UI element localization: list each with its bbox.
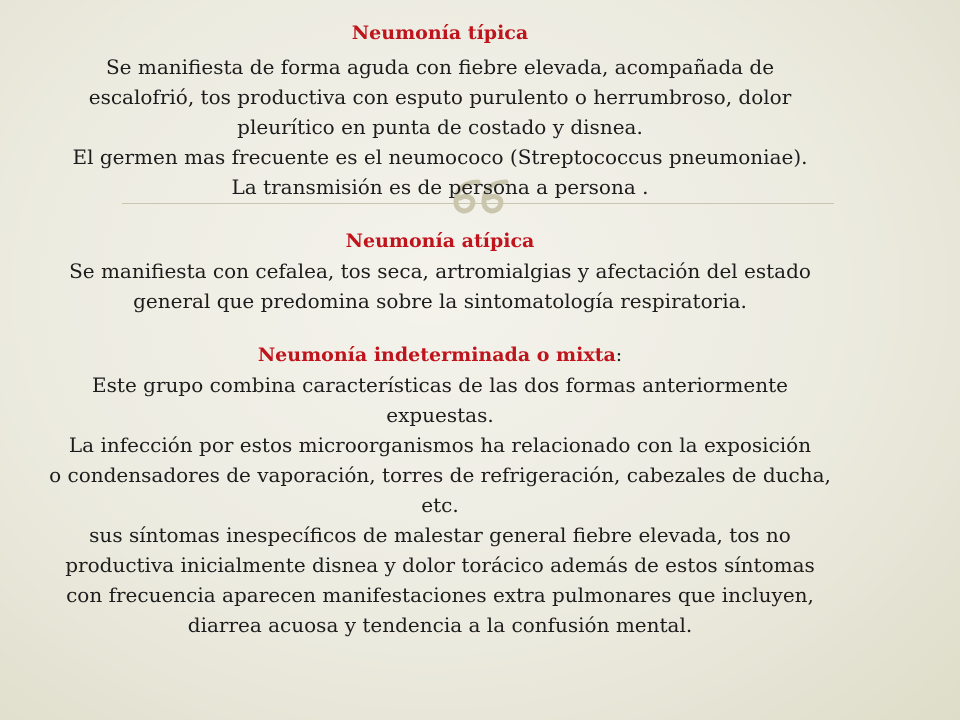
mixed-title-colon: :: [615, 344, 623, 366]
mixed-line-5: etc.: [421, 493, 459, 517]
mixed-line-4: o condensadores de vaporación, torres de refrigeración, cabezales de ducha,: [49, 463, 831, 487]
mixed-line-2: expuestas.: [386, 403, 494, 427]
atypical-pneumonia-title: Neumonía atípica: [345, 230, 535, 252]
typical-pneumonia-title: Neumonía típica: [351, 22, 529, 44]
mixed-pneumonia-section: [0, 340, 880, 640]
mixed-line-7: productiva inicialmente disnea y dolor torácico además de estos síntomas: [65, 553, 815, 577]
mixed-line-8: con frecuencia aparecen manifestaciones extra pulmonares que incluyen,: [66, 583, 814, 607]
mixed-line-9: diarrea acuosa y tendencia a la confusión mental.: [187, 613, 693, 637]
mixed-line-1: Este grupo combina características de las dos formas anteriormente: [92, 373, 788, 397]
mixed-title-row: [0, 340, 880, 370]
typical-line-5: La transmisión es de persona a persona .: [231, 175, 649, 199]
typical-pneumonia-section: [0, 22, 880, 202]
mixed-line-3: La infección por estos microorganismos ha relacionado con la exposición: [68, 433, 812, 457]
mixed-line-6: sus síntomas inespecíficos de malestar general fiebre elevada, tos no: [89, 523, 791, 547]
atypical-line-2: general que predomina sobre la sintomatología respiratoria.: [133, 289, 747, 313]
typical-line-1: Se manifiesta de forma aguda con fiebre elevada, acompañada de: [105, 55, 775, 79]
atypical-line-1: Se manifiesta con cefalea, tos seca, artromialgias y afectación del estado: [69, 259, 811, 283]
typical-line-3: pleurítico en punta de costado y disnea.: [237, 115, 643, 139]
mixed-pneumonia-title: Neumonía indeterminada o mixta: [257, 344, 616, 366]
atypical-pneumonia-section: [0, 226, 880, 316]
typical-line-4: El germen mas frecuente es el neumococo (Streptococcus pneumoniae).: [72, 145, 808, 169]
typical-line-2: escalofrió, tos productiva con esputo purulento o herrumbroso, dolor: [88, 85, 792, 109]
